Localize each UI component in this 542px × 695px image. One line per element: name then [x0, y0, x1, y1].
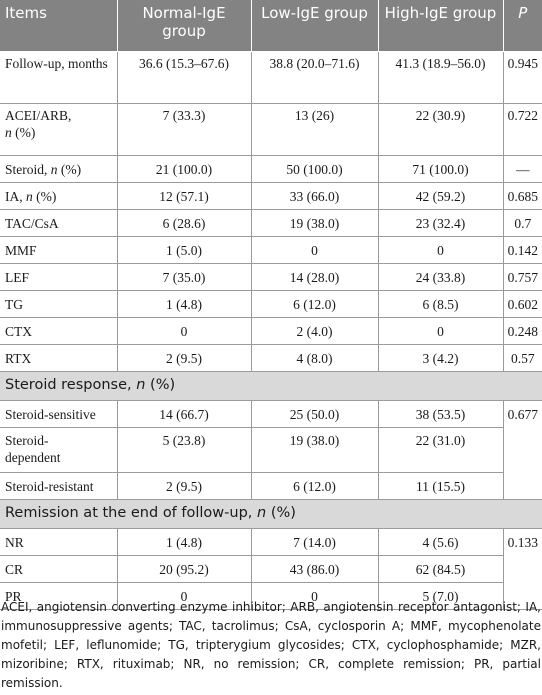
cell-low: 4 (8.0): [251, 344, 378, 371]
table-row: [0, 528, 542, 555]
row-label: CR: [0, 555, 117, 582]
section-title-n: n: [136, 376, 146, 393]
cell-low: 43 (86.0): [251, 555, 378, 582]
section-title: [0, 499, 542, 528]
section-title-suffix: (%): [145, 376, 176, 393]
row-label: Steroid-sensitive: [0, 400, 117, 427]
cell-high: 4 (5.6): [378, 528, 503, 555]
cell-high: 24 (33.8): [378, 263, 503, 290]
row-label: RTX: [0, 344, 117, 371]
section-title-suffix: (%): [266, 504, 296, 521]
header-low-ige: Low-IgE group: [251, 0, 378, 51]
row-label-n: n: [50, 161, 58, 177]
row-label: [0, 103, 117, 155]
cell-normal: 12 (57.1): [117, 182, 251, 209]
cell-low: 6 (12.0): [251, 472, 378, 499]
row-label-n: n: [26, 188, 33, 204]
cell-high: 23 (32.4): [378, 209, 503, 236]
cell-normal: 1 (4.8): [117, 290, 251, 317]
cell-normal: 7 (33.3): [117, 103, 251, 155]
cell-p: 0.945: [503, 51, 542, 103]
cell-p: 0.722: [503, 103, 542, 155]
cell-high: 5 (7.0): [378, 582, 503, 609]
section-title-n: n: [257, 504, 267, 521]
row-label-text: IA,: [5, 188, 26, 204]
table-row: [0, 427, 542, 472]
cell-low: 14 (28.0): [251, 263, 378, 290]
cell-low: 6 (12.0): [251, 290, 378, 317]
cell-normal: 2 (9.5): [117, 344, 251, 371]
cell-p: 0.677: [503, 400, 542, 499]
row-label-suffix: (%): [32, 188, 57, 204]
cell-normal: 5 (23.8): [117, 427, 251, 472]
table-row: [0, 51, 542, 103]
table-row: [0, 400, 542, 427]
row-label: TG: [0, 290, 117, 317]
cell-low: 0: [251, 236, 378, 263]
cell-low: 25 (50.0): [251, 400, 378, 427]
section-title-text: Remission at the end of follow-up,: [5, 504, 258, 521]
row-label: NR: [0, 528, 117, 555]
cell-low: 33 (66.0): [251, 182, 378, 209]
row-label: LEF: [0, 263, 117, 290]
row-label-text: Steroid,: [5, 161, 51, 177]
cell-p: 0.248: [503, 317, 542, 344]
cell-high: 41.3 (18.9–56.0): [378, 51, 503, 103]
table-row: [0, 236, 542, 263]
header-row: [0, 0, 542, 51]
cell-normal: 21 (100.0): [117, 155, 251, 182]
cell-high: 22 (31.0): [378, 427, 503, 472]
row-label: [0, 427, 117, 472]
row-label: PR: [0, 582, 117, 609]
cell-normal: 1 (5.0): [117, 236, 251, 263]
cell-high: 71 (100.0): [378, 155, 503, 182]
section-header-steroid-response: [0, 371, 542, 400]
cell-p: 0.757: [503, 263, 542, 290]
cell-p: 0.57: [503, 344, 542, 371]
row-label: Follow-up, months: [0, 51, 117, 103]
row-label: [0, 155, 117, 182]
table-row: [0, 344, 542, 371]
cell-high: 6 (8.5): [378, 290, 503, 317]
row-label-suffix: (%): [11, 124, 36, 140]
table-row: [0, 555, 542, 582]
row-label: CTX: [0, 317, 117, 344]
row-label-text: ACEI/ARB,: [5, 107, 72, 123]
table-row: [0, 290, 542, 317]
cell-high: 11 (15.5): [378, 472, 503, 499]
table-row: [0, 103, 542, 155]
cell-low: 19 (38.0): [251, 209, 378, 236]
cell-normal: 2 (9.5): [117, 472, 251, 499]
cell-p: 0.685: [503, 182, 542, 209]
cell-low: 2 (4.0): [251, 317, 378, 344]
cell-p: 0.142: [503, 236, 542, 263]
cell-p: 0.7: [503, 209, 542, 236]
cell-p: 0.602: [503, 290, 542, 317]
header-p-value: P: [503, 0, 542, 51]
table-row: [0, 209, 542, 236]
cell-normal: 1 (4.8): [117, 528, 251, 555]
row-label-text: Steroid-dependent: [5, 432, 61, 465]
cell-p: —: [503, 155, 542, 182]
table-row: [0, 317, 542, 344]
cell-low: 38.8 (20.0–71.6): [251, 51, 378, 103]
header-normal-ige: Normal-IgE group: [117, 0, 251, 51]
table-footnote: ACEI, angiotensin converting enzyme inhibitor; ARB, angiotensin receptor antagonist; IA, immunosuppressive agents; TAC, tacrolimus; CsA, cyclosporin A; MMF, mycophenolate mofetil; LEF, leflunomide; TG, tripterygium glycosides; CTX, cyclophosphamide; MZR, mizoribine; RTX, rituximab; NR, no remission; CR, complete remission; PR, partial remission.: [1, 600, 541, 690]
table-row: [0, 472, 542, 499]
header-high-ige: High-IgE group: [378, 0, 503, 51]
cell-normal: 7 (35.0): [117, 263, 251, 290]
cell-high: 0: [378, 236, 503, 263]
row-label: [0, 182, 117, 209]
table-row: [0, 155, 542, 182]
cell-normal: 0: [117, 317, 251, 344]
cell-low: 13 (26): [251, 103, 378, 155]
row-label: TAC/CsA: [0, 209, 117, 236]
cell-high: 3 (4.2): [378, 344, 503, 371]
section-title-text: Steroid response,: [5, 376, 137, 393]
cell-low: 0: [251, 582, 378, 609]
cell-low: 19 (38.0): [251, 427, 378, 472]
row-label: Steroid-resistant: [0, 472, 117, 499]
section-header-remission: [0, 499, 542, 528]
row-label-suffix: (%): [57, 161, 82, 177]
table-row: [0, 182, 542, 209]
cell-normal: 6 (28.6): [117, 209, 251, 236]
cell-p: 0.133: [503, 528, 542, 609]
cell-low: 50 (100.0): [251, 155, 378, 182]
cell-high: 22 (30.9): [378, 103, 503, 155]
cell-high: 0: [378, 317, 503, 344]
cell-normal: 20 (95.2): [117, 555, 251, 582]
section-title: [0, 371, 542, 400]
table-row: [0, 263, 542, 290]
cell-high: 42 (59.2): [378, 182, 503, 209]
cell-low: 7 (14.0): [251, 528, 378, 555]
cell-high: 38 (53.5): [378, 400, 503, 427]
cell-normal: 14 (66.7): [117, 400, 251, 427]
cell-normal: 36.6 (15.3–67.6): [117, 51, 251, 103]
header-items: Items: [0, 0, 117, 51]
row-label: MMF: [0, 236, 117, 263]
cell-high: 62 (84.5): [378, 555, 503, 582]
row-label-n: n: [5, 124, 12, 140]
cell-normal: 0: [117, 582, 251, 609]
